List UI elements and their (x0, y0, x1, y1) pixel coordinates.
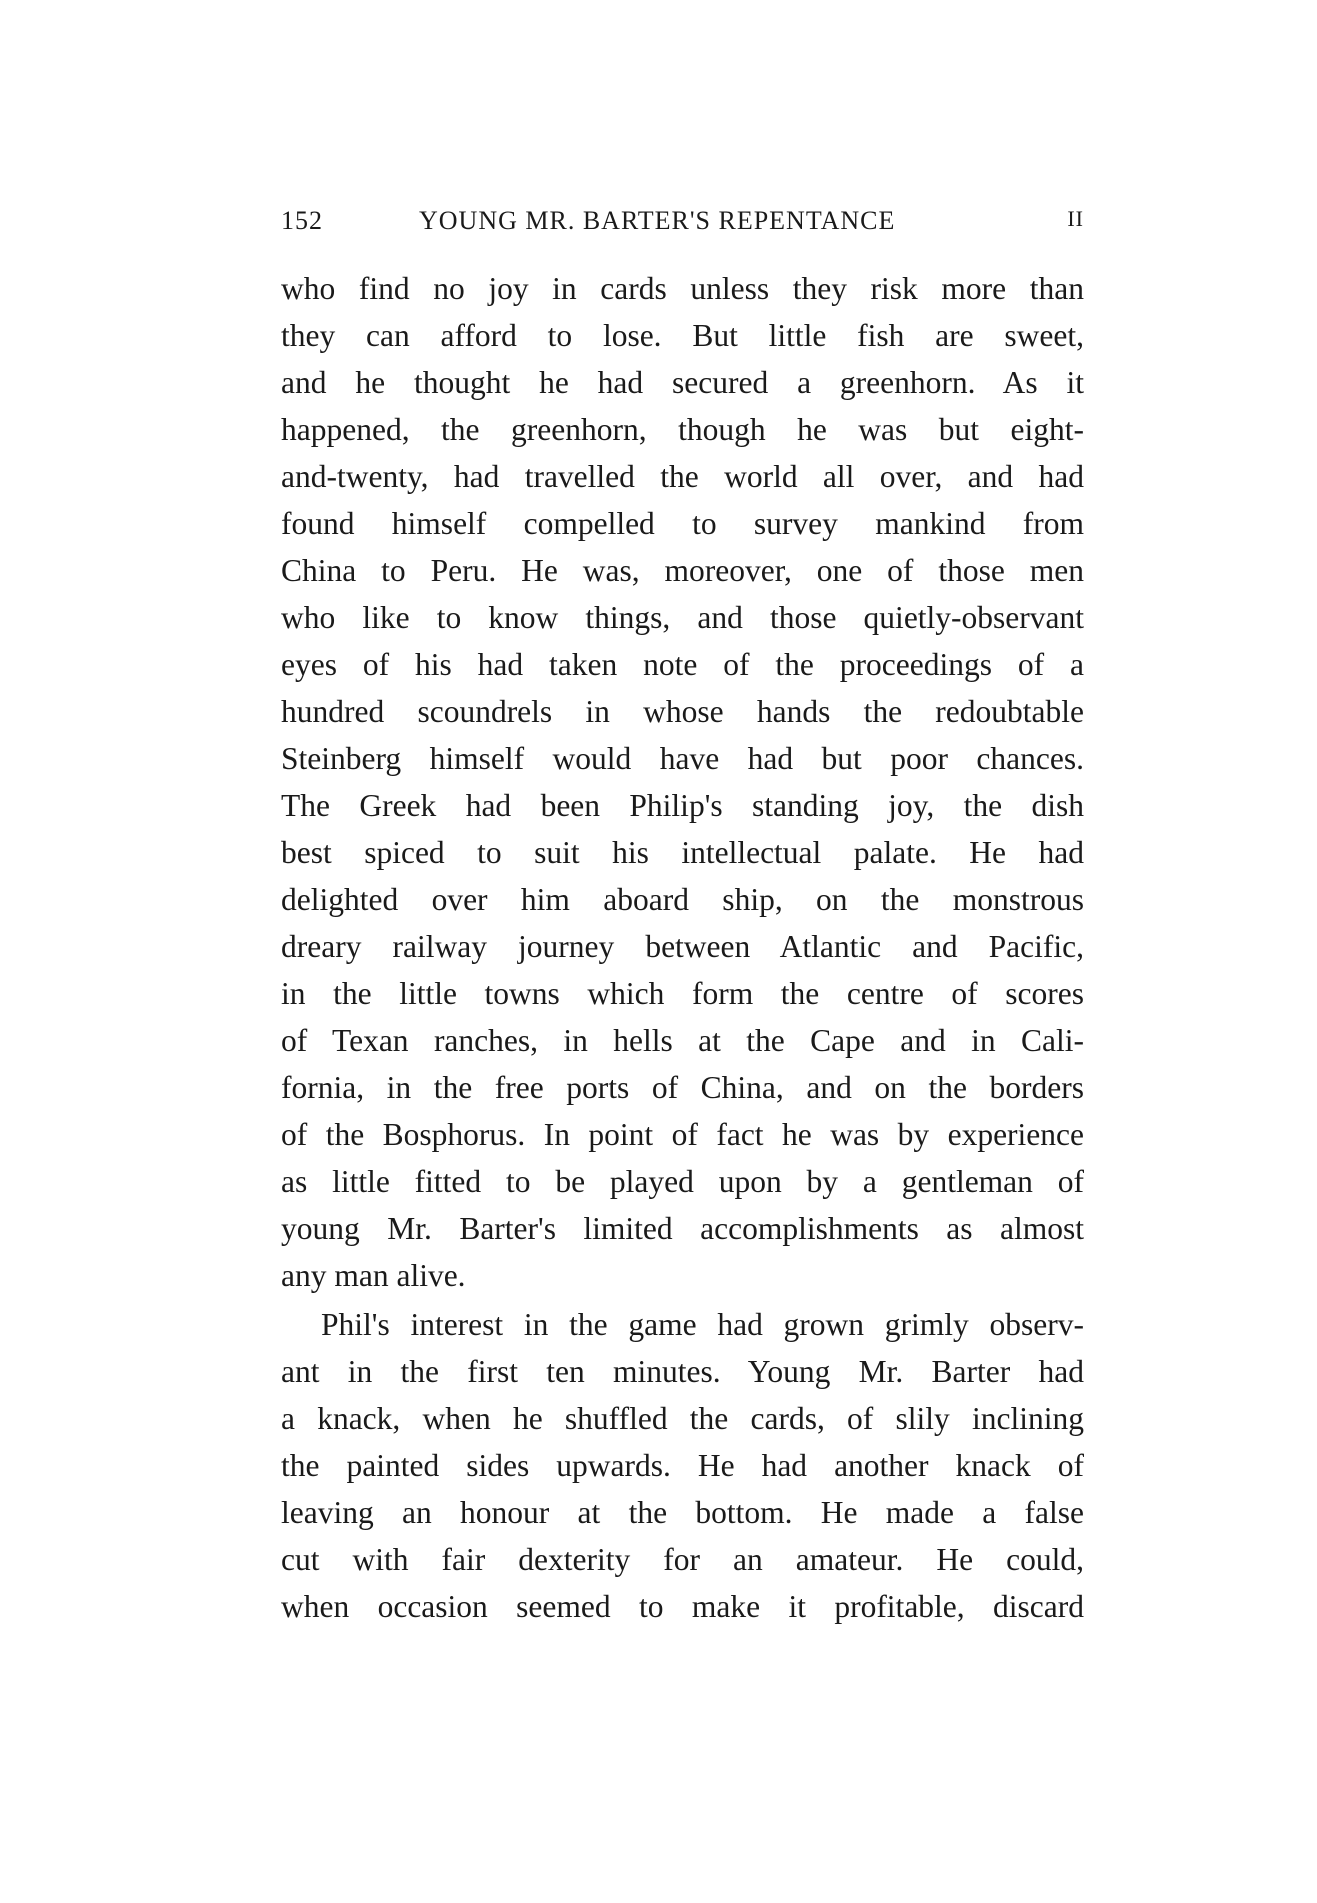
text-line: China to Peru. He was, moreover, one of those men (281, 553, 1084, 588)
running-title: YOUNG MR. BARTER'S REPENTANCE (419, 206, 896, 235)
text-line: who like to know things, and those quietly-observant (281, 600, 1084, 635)
text-line: of the Bosphorus. In point of fact he was by experience (281, 1117, 1084, 1152)
running-head (281, 200, 1084, 240)
text-line: Steinberg himself would have had but poor chances. (281, 741, 1084, 776)
text-line: the painted sides upwards. He had another knack of (281, 1448, 1084, 1483)
text-line: they can afford to lose. But little fish are sweet, (281, 318, 1084, 353)
text-line: any man alive. (281, 1258, 466, 1293)
text-line: found himself compelled to survey mankind from (281, 506, 1084, 541)
text-line: and-twenty, had travelled the world all over, and had (281, 459, 1084, 494)
text-line: best spiced to suit his intellectual palate. He had (281, 835, 1084, 870)
text-line: of Texan ranches, in hells at the Cape and in Cali- (281, 1023, 1084, 1058)
chapter-number: II (1067, 206, 1084, 231)
text-line: fornia, in the free ports of China, and on the borders (281, 1070, 1084, 1105)
text-line: eyes of his had taken note of the proceedings of a (281, 647, 1084, 682)
text-line: when occasion seemed to make it profitable, discard (281, 1589, 1084, 1624)
text-line: dreary railway journey between Atlantic and Pacific, (281, 929, 1084, 964)
text-line: as little fitted to be played upon by a gentleman of (281, 1164, 1084, 1199)
text-line: The Greek had been Philip's standing joy, the dish (281, 788, 1084, 823)
text-line: hundred scoundrels in whose hands the redoubtable (281, 694, 1084, 729)
text-line: ant in the first ten minutes. Young Mr. Barter had (281, 1354, 1084, 1389)
text-line: Phil's interest in the game had grown grimly observ- (321, 1307, 1084, 1342)
paragraph-2 (281, 1301, 1084, 1630)
text-line: cut with fair dexterity for an amateur. He could, (281, 1542, 1084, 1577)
page-number: 152 (281, 206, 323, 235)
text-line: in the little towns which form the centre of scores (281, 976, 1084, 1011)
text-line: who find no joy in cards unless they risk more than (281, 271, 1084, 306)
paragraph-1 (281, 265, 1084, 1299)
text-line: happened, the greenhorn, though he was but eight- (281, 412, 1084, 447)
body-text (281, 265, 1084, 1630)
text-line: and he thought he had secured a greenhorn. As it (281, 365, 1084, 400)
text-line: leaving an honour at the bottom. He made a false (281, 1495, 1084, 1530)
text-line: delighted over him aboard ship, on the monstrous (281, 882, 1084, 917)
text-line: young Mr. Barter's limited accomplishments as almost (281, 1211, 1084, 1246)
text-line: a knack, when he shuffled the cards, of slily inclining (281, 1401, 1084, 1436)
